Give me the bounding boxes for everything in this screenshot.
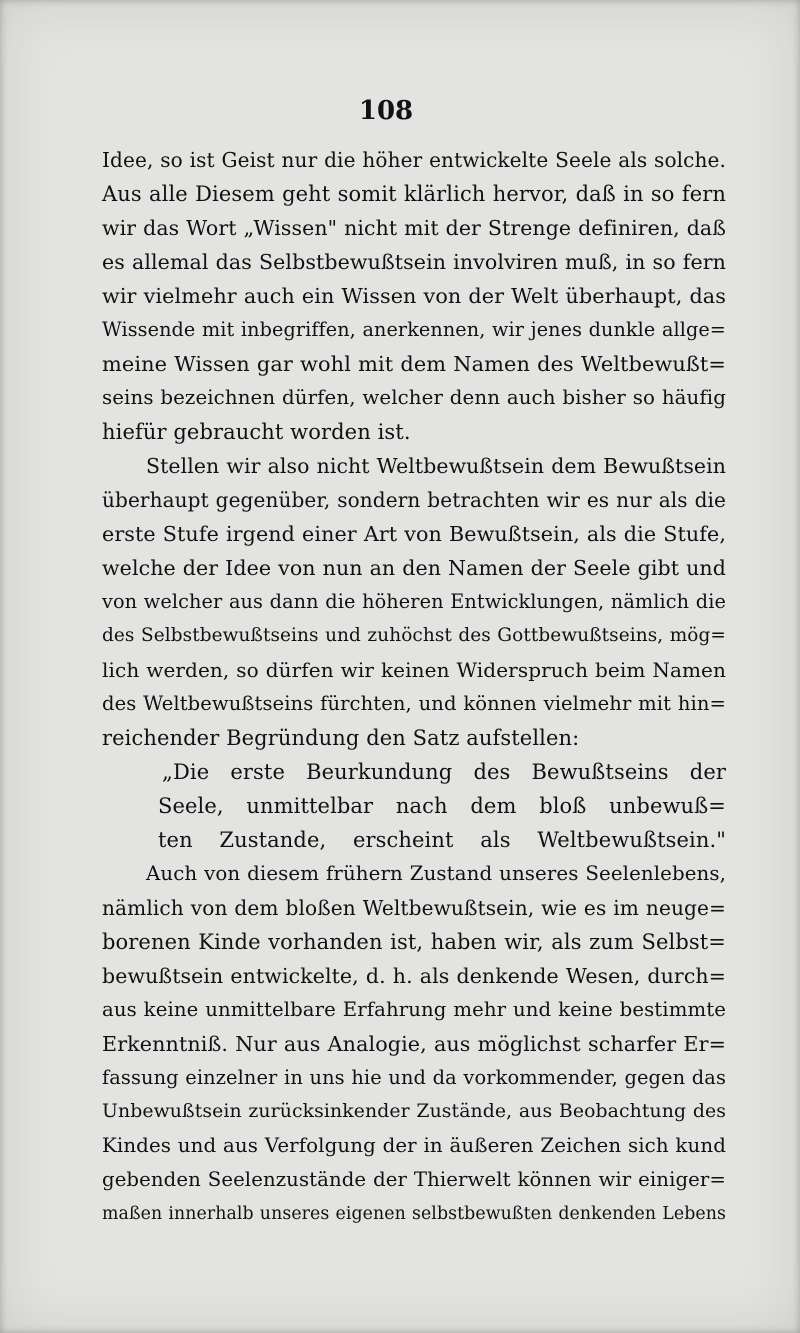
text-line: bewußtsein entwickelte, d. h. als denkende Wesen, durch= (102, 964, 726, 988)
text-line: wir vielmehr auch ein Wissen von der Welt überhaupt, das (102, 284, 726, 308)
text-line: Wissende mit inbegriffen, anerkennen, wir jenes dunkle allge= (102, 318, 726, 341)
page-number: 108 (358, 96, 414, 126)
body-text (102, 143, 726, 1231)
text-line: überhaupt gegenüber, sondern betrachten wir es nur als die (102, 488, 726, 512)
quote-line: Seele, unmittelbar nach dem bloß unbewuß= (158, 794, 726, 818)
text-line: seins bezeichnen dürfen, welcher denn auch bisher so häufig (102, 386, 726, 409)
text-line: des Selbstbewußtseins und zuhöchst des Gottbewußtseins, mög= (102, 625, 726, 646)
text-line: borenen Kinde vorhanden ist, haben wir, als zum Selbst= (102, 930, 726, 954)
text-line: maßen innerhalb unseres eigenen selbstbewußten denkenden Lebens (102, 1204, 726, 1224)
text-line: Aus alle Diesem geht somit klärlich hervor, daß in so fern (102, 182, 726, 206)
text-line: Unbewußtsein zurücksinkender Zustände, aus Beobachtung des (102, 1101, 726, 1122)
text-line: Idee, so ist Geist nur die höher entwickelte Seele als solche. (102, 148, 726, 172)
text-line: gebenden Seelenzustände der Thierwelt können wir einiger= (102, 1168, 726, 1191)
text-line: des Weltbewußtseins fürchten, und können vielmehr mit hin= (102, 692, 726, 715)
text-line: fassung einzelner in uns hie und da vorkommender, gegen das (102, 1066, 726, 1089)
text-line: aus keine unmittelbare Erfahrung mehr und keine bestimmte (102, 998, 726, 1021)
text-line: von welcher aus dann die höheren Entwicklungen, nämlich die (102, 590, 726, 613)
text-line: hiefür gebraucht worden ist. (102, 420, 411, 444)
text-line: nämlich von dem bloßen Weltbewußtsein, wie es im neuge= (102, 896, 726, 920)
text-line: welche der Idee von nun an den Namen der Seele gibt und (102, 556, 726, 580)
text-line: Stellen wir also nicht Weltbewußtsein dem Bewußtsein (146, 454, 726, 478)
quote-line: ten Zustande, erscheint als Weltbewußtsein." (158, 828, 726, 852)
text-line: Erkenntniß. Nur aus Analogie, aus möglichst scharfer Er= (102, 1032, 726, 1056)
text-line: erste Stufe irgend einer Art von Bewußtsein, als die Stufe, (102, 522, 726, 546)
text-line: es allemal das Selbstbewußtsein involviren muß, in so fern (102, 250, 726, 274)
quote-line: „Die erste Beurkundung des Bewußtseins der (162, 760, 726, 784)
text-line: reichender Begründung den Satz aufstellen: (102, 726, 580, 750)
text-line: lich werden, so dürfen wir keinen Widerspruch beim Namen (102, 658, 726, 682)
text-line: Auch von diesem frühern Zustand unseres Seelenlebens, (146, 862, 726, 885)
text-line: wir das Wort „Wissen" nicht mit der Strenge definiren, daß (102, 216, 726, 240)
text-line: meine Wissen gar wohl mit dem Namen des Weltbewußt= (102, 352, 726, 376)
text-line: Kindes und aus Verfolgung der in äußeren Zeichen sich kund (102, 1134, 726, 1157)
